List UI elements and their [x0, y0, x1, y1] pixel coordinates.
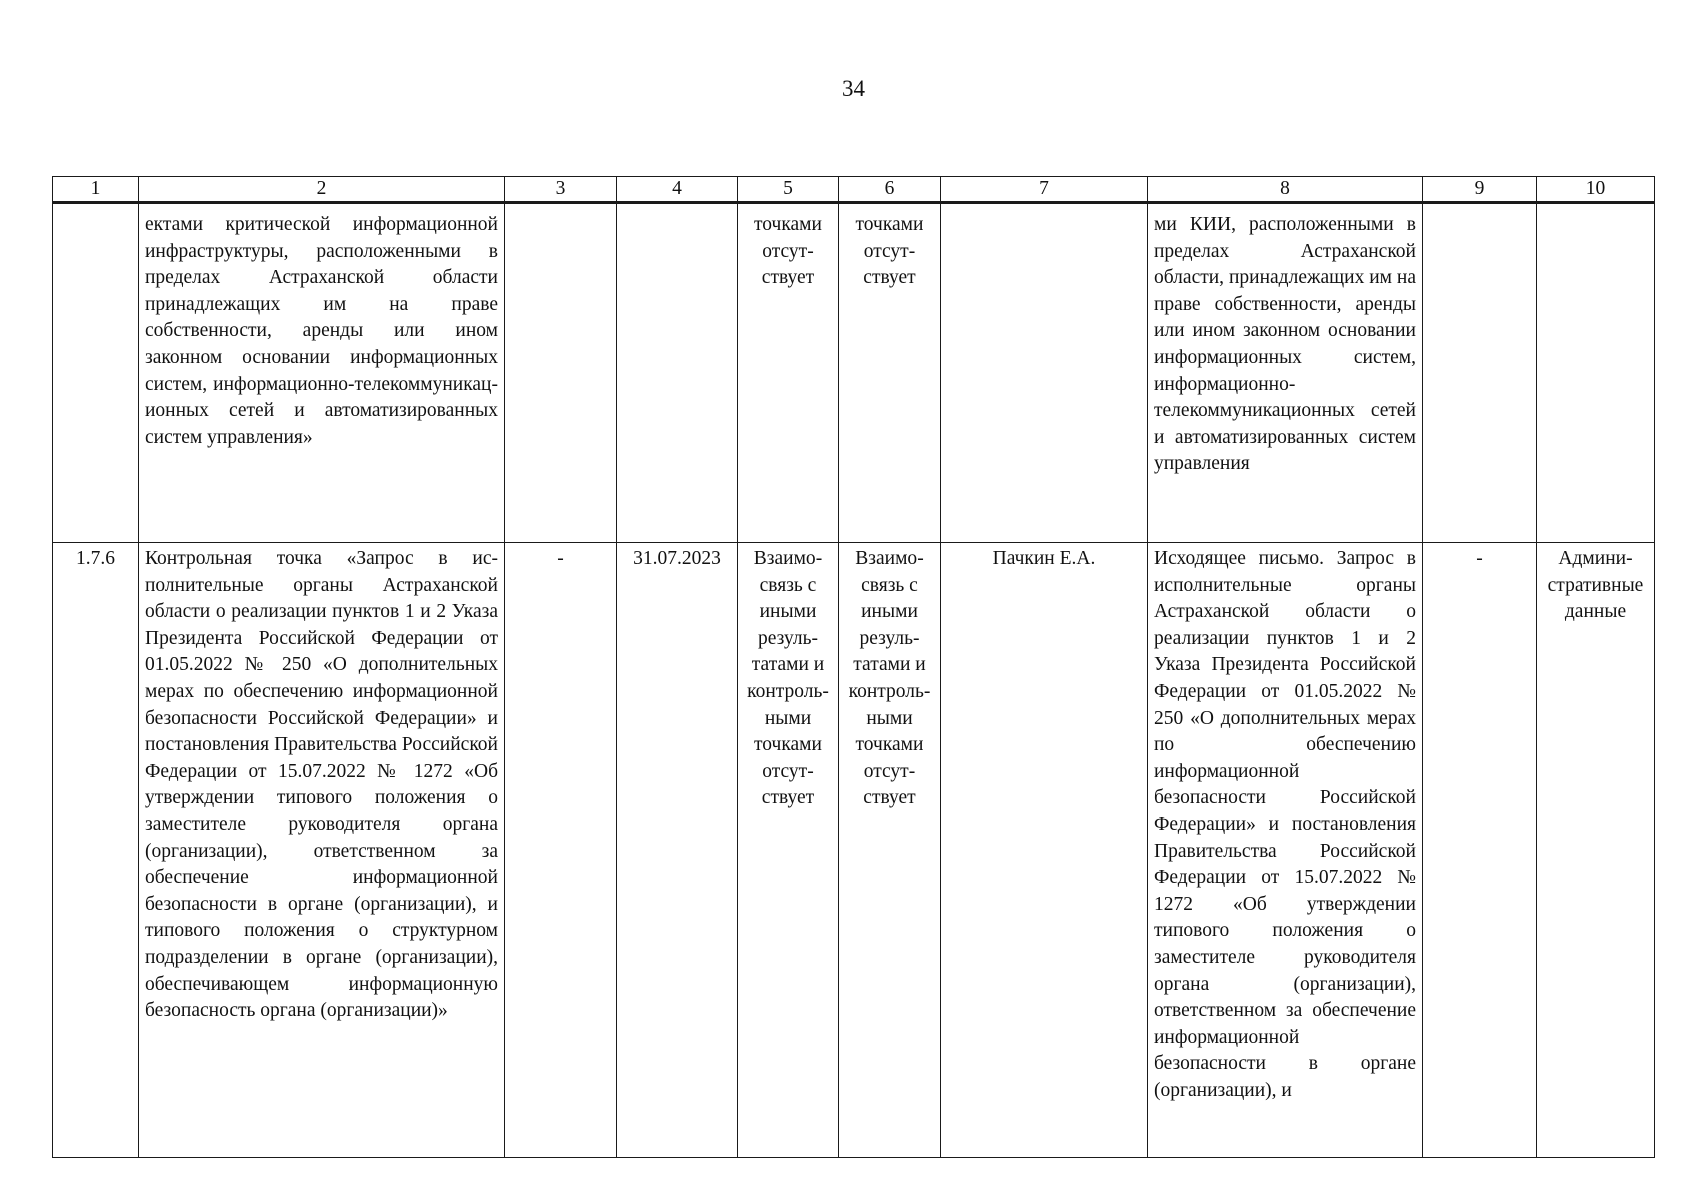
cell-number: 1.7.6 [53, 543, 139, 1158]
cell-col5: точками отсутствует [738, 203, 839, 543]
table-row-continued [53, 203, 1655, 543]
cell-col7 [941, 203, 1148, 543]
column-header-8: 8 [1148, 177, 1423, 203]
cell-col9: - [1423, 543, 1537, 1158]
page-number: 34 [842, 76, 865, 101]
cell-col10 [1537, 203, 1655, 543]
cell-col6: Взаимосвязь с иными результатами и контрольными точками отсутствует [839, 543, 941, 1158]
cell-col10: Административные данные [1537, 543, 1655, 1158]
cell-col8: Исходящее письмо. Запрос в исполнительные органы Астраханской области о реализации пунктов 1 и 2 Указа Президента Российской Федерации от 01.05.2022 № 250 «О дополнительных мерах по обеспечению информационной безопасности Российской Федерации» и постановления Правительства Российской Федерации от 15.07.2022 № 1272 «Об утверждении типового положения о заместителе руководителя органа (организации), ответственном за обеспечение информационной безопасности в органе (организации), и [1148, 543, 1423, 1158]
column-header-4: 4 [617, 177, 738, 203]
cell-col3: - [505, 543, 617, 1158]
column-header-9: 9 [1423, 177, 1537, 203]
column-header-3: 3 [505, 177, 617, 203]
cell-col3 [505, 203, 617, 543]
column-header-10: 10 [1537, 177, 1655, 203]
header-row [53, 177, 1655, 203]
table-row-1-7-6 [53, 543, 1655, 1158]
column-header-6: 6 [839, 177, 941, 203]
column-header-5: 5 [738, 177, 839, 203]
cell-responsible: Пачкин Е.А. [941, 543, 1148, 1158]
column-header-2: 2 [139, 177, 505, 203]
plan-table [52, 176, 1655, 1158]
cell-description: Контрольная точка «Запрос в исполнительные органы Астраханской области о реализации пунктов 1 и 2 Указа Президента Российской Федерации от 01.05.2022 № 250 «О дополнительных мерах по обеспечению информационной безопасности Российской Федерации» и постановления Правительства Российской Федерации от 15.07.2022 № 1272 «Об утверждении типового положения о заместителе руководителя органа (организации), ответственном за обеспечение информационной безопасности в органе (организации), и типового положения о структурном подразделении в органе (организации), обеспечивающем информационную безопасность органа (организации)» [139, 543, 505, 1158]
cell-description: ектами критической информационной инфраструктуры, расположенными в пределах Астраханской области принадлежащих им на праве собственности, аренды или ином законном основании информационных систем, информационно-телекоммуникационных сетей и автоматизированных систем управления» [139, 203, 505, 543]
cell-col4: 31.07.2023 [617, 543, 738, 1158]
cell-number [53, 203, 139, 543]
column-header-7: 7 [941, 177, 1148, 203]
cell-col9 [1423, 203, 1537, 543]
column-header-1: 1 [53, 177, 139, 203]
cell-col8: ми КИИ, расположенными в пределах Астраханской области, принадлежащих им на праве собственности, аренды или ином законном основании информационных систем, информационно-телекоммуникационных сетей и автоматизированных систем управления [1148, 203, 1423, 543]
cell-col5: Взаимосвязь с иными результатами и контрольными точками отсутствует [738, 543, 839, 1158]
cell-col6: точками отсутствует [839, 203, 941, 543]
cell-col4 [617, 203, 738, 543]
